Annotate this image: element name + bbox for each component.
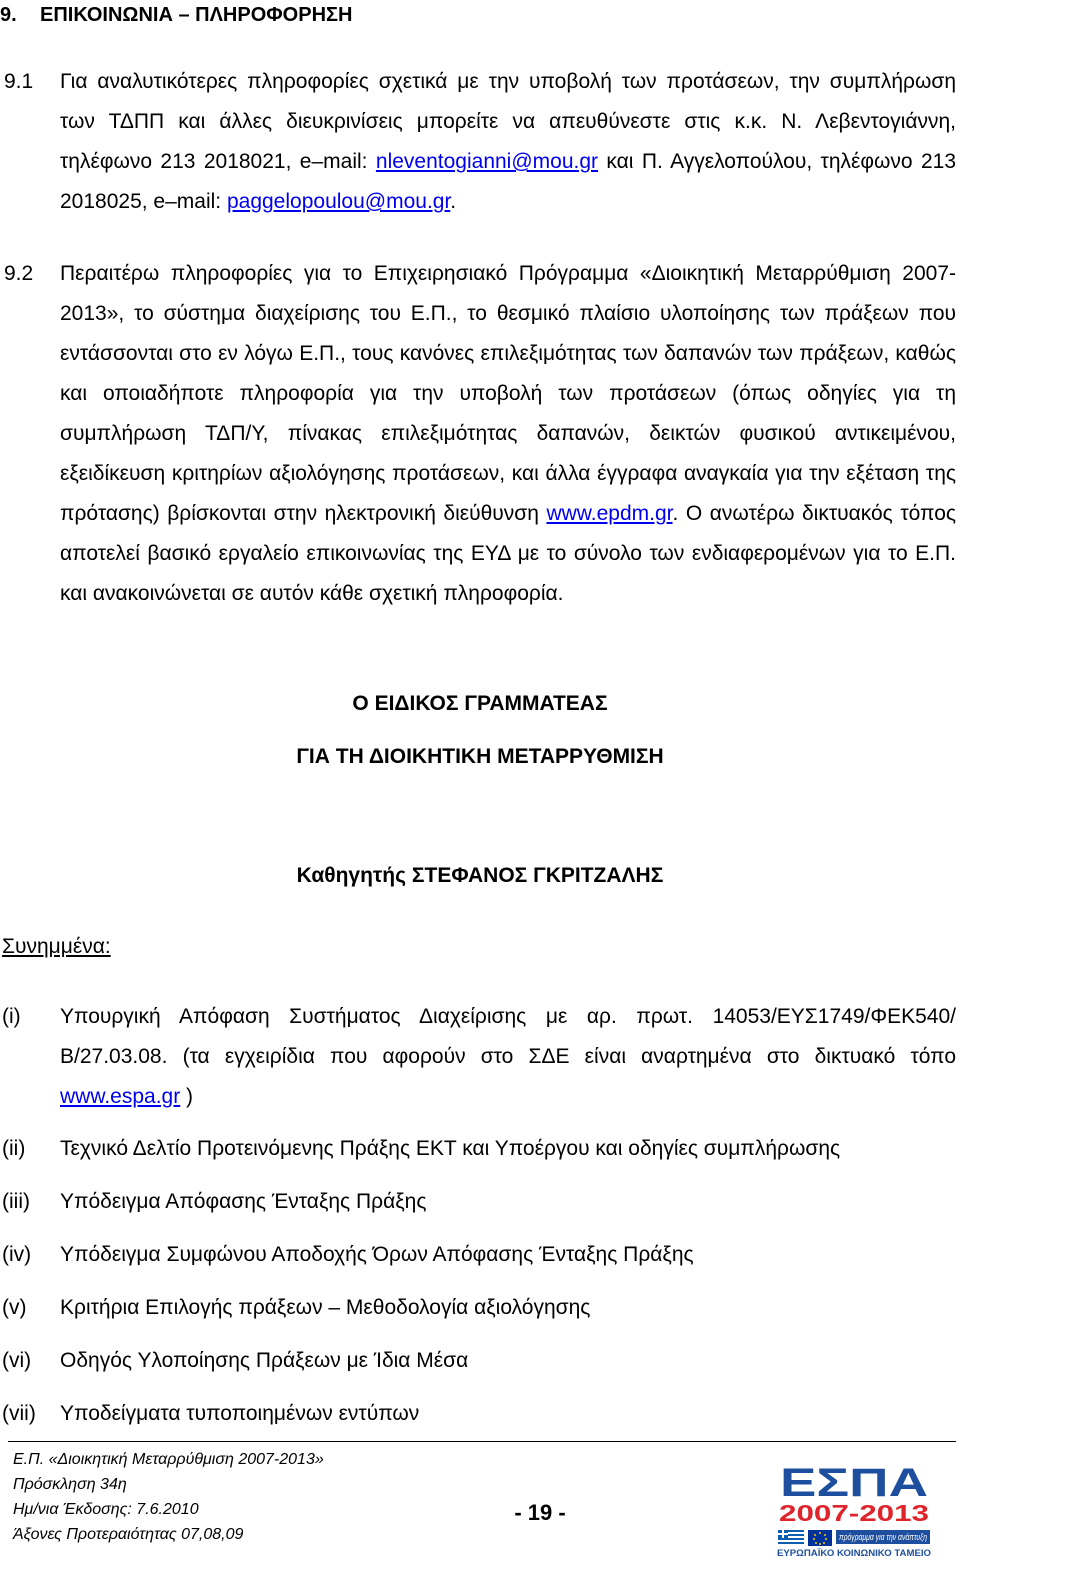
attachment-number: (iv) [2,1243,32,1266]
paragraph-number: 9.2 [4,262,34,285]
text-run: . [450,190,457,213]
section-heading [0,2,352,28]
signature-subtitle: ΓΙΑ ΤΗ ΔΙΟΙΚΗΤΙΚΗ ΜΕΤΑΡΡΥΘΜΙΣΗ [296,745,664,768]
attachment-number: (iii) [2,1190,30,1213]
text-run: ) [180,1085,194,1108]
text-run: Υπουργική Απόφαση Συστήματος Διαχείρισης με αρ. πρωτ. 14053/ΕΥΣ1749/ΦΕΚ540/Β/27.03.08. (τα εγχειρίδια που αφορούν στο ΣΔΕ είναι αναρτημένα στο δικτυακό τόπο [60,1005,956,1068]
paragraph-text [60,62,956,222]
paragraph-number: 9.1 [4,70,34,93]
attachment-number: (vii) [2,1402,36,1425]
attachment-text: Οδηγός Υλοποίησης Πράξεων με Ίδια Μέσα [60,1349,469,1372]
page-number: - 19 - [514,1500,566,1525]
attachment-number: (v) [2,1296,27,1319]
attachment-item [0,997,956,1117]
attachment-text: Υπόδειγμα Συμφώνου Αποδοχής Όρων Απόφασης Ένταξης Πράξης [60,1243,694,1266]
attachment-item [0,1235,956,1275]
section-title: ΕΠΙΚΟΙΝΩΝΙΑ – ΠΛΗΡΟΦΟΡΗΣΗ [40,4,353,26]
paragraph-9-1 [0,62,956,222]
text-run: Για αναλυτικότερες πληροφορίες σχετικά με την υποβολή των προτάσεων, την συμπλήρωση των ΤΔΠΠ και άλλες διευκρινίσεις μπορείτε να απευθύνεστε στις κ.κ. Ν. Λεβεντογιάννη, τηλέφωνο 213 2018021, e–mail: [60,70,956,173]
espa-logo [776,1458,932,1558]
attachment-text: Υπόδειγμα Απόφασης Ένταξης Πράξης [60,1190,427,1213]
attachment-item [0,1182,956,1222]
attachment-item [0,1129,956,1169]
attachment-text [60,997,956,1117]
attachment-text: Κριτήρια Επιλογής πράξεων – Μεθοδολογία αξιολόγησης [60,1296,591,1319]
attachment-item [0,1394,956,1434]
signatory-name: Καθηγητής ΣΤΕΦΑΝΟΣ ΓΚΡΙΤΖΑΛΗΣ [296,864,664,887]
text-run: και Π. Αγγελοπούλου, τηλέφωνο 213 2018025, e–mail: [60,150,957,213]
greek-flag-icon [778,1530,804,1546]
attachment-text: Υποδείγματα τυποποιημένων εντύπων [60,1402,420,1425]
attachment-item [0,1341,956,1381]
text-run: . Ο ανωτέρω δικτυακός τόπος αποτελεί βασικό εργαλείο επικοινωνίας της ΕΥΔ με το σύνολο των ενδιαφερομένων για το Ε.Π. και ανακοινώνεται σε αυτόν κάθε σχετική πληροφορία. [60,502,956,605]
attachment-text: Τεχνικό Δελτίο Προτεινόμενης Πράξης ΕΚΤ και Υποέργου και οδηγίες συμπλήρωσης [60,1137,841,1160]
email-link-aggelopoulou[interactable]: paggelopoulou@mou.gr [226,190,451,213]
footer-call: Πρόσκληση 34η [13,1476,127,1493]
section-number: 9. [0,4,17,26]
attachment-number: (vi) [2,1349,32,1372]
eu-flag-icon [808,1530,832,1546]
footer-programme: Ε.Π. «Διοικητική Μεταρρύθμιση 2007-2013» [13,1451,324,1468]
logo-years: 2007-2013 [779,1500,929,1526]
logo-tagline: πρόγραμμα για την ανάπτυξη [839,1532,927,1542]
logo-fund: ΕΥΡΩΠΑΪΚΟ ΚΟΙΝΩΝΙΚΟ ΤΑΜΕΙΟ [777,1548,931,1558]
email-link-leventogianni[interactable]: nleventogianni@mou.gr [375,150,599,173]
paragraph-9-2 [0,254,956,614]
attachment-number: (i) [2,1005,21,1028]
attachment-item [0,1288,956,1328]
website-link-espa[interactable]: www.espa.gr [60,1085,181,1108]
signature-title: Ο ΕΙΔΙΚΟΣ ΓΡΑΜΜΑΤΕΑΣ [352,692,608,715]
text-run: Περαιτέρω πληροφορίες για το Επιχειρησιακό Πρόγραμμα «Διοικητική Μεταρρύθμιση 2007-2013», το σύστημα διαχείρισης του Ε.Π., το θεσμικό πλαίσιο υλοποίησης των πράξεων που εντάσσονται στο εν λόγω Ε.Π., τους κανόνες επιλεξιμότητας των δαπανών των πράξεων, καθώς και οποιαδήποτε πληροφορία για την υποβολή των προτάσεων (όπως οδηγίες για τη συμπλήρωση ΤΔΠ/Υ, πίνακας επιλεξιμότητας δαπανών, δεικτών φυσικού αντικειμένου, εξειδίκευση κριτηρίων αξιολόγησης προτάσεων, και άλλα έγγραφα αναγκαία για την εξέταση της πρότασης) βρίσκονται στην ηλεκτρονική διεύθυνση [60,262,956,525]
footer-divider [8,1441,956,1442]
website-link-epdm[interactable]: www.epdm.gr [546,502,673,525]
footer-priority-axes: Άξονες Προτεραιότητας 07,08,09 [13,1526,244,1543]
footer-info [13,1447,324,1547]
logo-title: ΕΣΠΑ [780,1461,928,1505]
attachments-label: Συνημμένα: [2,935,111,958]
paragraph-text [60,254,956,614]
attachment-number: (ii) [2,1137,26,1160]
footer-issue-date: Ημ/νια Έκδοσης: 7.6.2010 [13,1501,199,1518]
